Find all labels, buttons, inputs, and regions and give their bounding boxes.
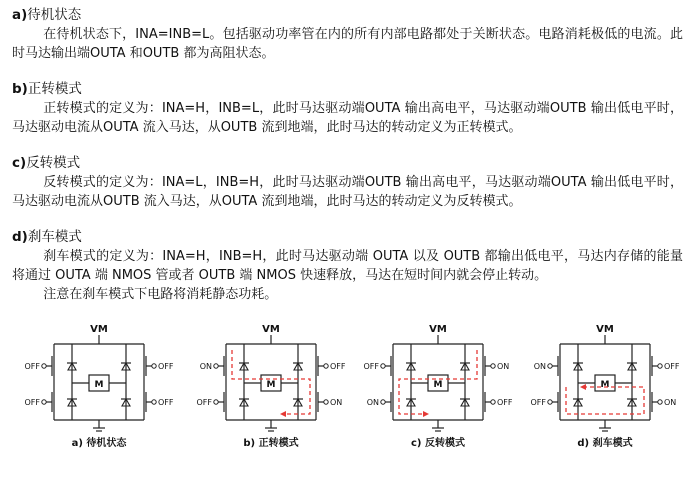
switch-state-label: OFF: [497, 398, 513, 407]
panel-caption: d) 刹车模式: [577, 438, 633, 449]
current-arrow: [580, 384, 586, 390]
high-side-left-switch: [534, 356, 583, 376]
section-title-text: 刹车模式: [27, 229, 82, 245]
switch-state-label: ON: [497, 362, 510, 371]
panel-caption: b) 正转模式: [243, 438, 299, 449]
section-letter: b): [12, 81, 28, 97]
switch-state-label: OFF: [196, 398, 212, 407]
section-title: [12, 154, 683, 173]
switch-state-label: ON: [533, 362, 546, 371]
h-bridge-panel: [531, 324, 680, 449]
high-side-right-switch: [121, 356, 174, 376]
gate-circle: [381, 364, 385, 368]
gate-circle: [381, 400, 385, 404]
section-paragraph: 刹车模式的定义为：INA=H，INB=H，此时马达驱动端 OUTA 以及 OUTB 都输出低电平，马达内存储的能量将通过 OUTA 端 NMOS 管或者 OUTB 端 NMOS 快速释放，马达在短时间内就会停止转动。: [12, 249, 683, 283]
switch-state-label: ON: [664, 398, 677, 407]
h-bridge-panel: [364, 324, 513, 449]
gate-circle: [42, 400, 46, 404]
switch-state-label: OFF: [24, 362, 40, 371]
gate-circle: [548, 400, 552, 404]
gate-circle: [658, 400, 662, 404]
section-letter: a): [12, 7, 28, 23]
gate-circle: [324, 364, 328, 368]
vm-label: VM: [429, 324, 447, 335]
panel-caption: a) 待机状态: [71, 438, 127, 449]
low-side-right-switch: [627, 392, 676, 412]
vm-label: VM: [262, 324, 280, 335]
high-side-left-switch: [25, 356, 78, 376]
switch-state-label: ON: [199, 362, 212, 371]
current-arrow: [423, 411, 429, 417]
gate-circle: [658, 364, 662, 368]
low-side-right-switch: [121, 392, 174, 412]
motor-label: M: [94, 380, 104, 390]
switch-state-label: OFF: [363, 362, 379, 371]
section-paragraph: 在待机状态下，INA=INB=L。包括驱动功率管在内的所有内部电路都处于关断状态。电路消耗极低的电流。此时马达输出端OUTA 和OUTB 都为高阻状态。: [12, 27, 683, 61]
section-title: [12, 228, 683, 247]
low-side-left-switch: [197, 392, 250, 412]
switch-state-label: OFF: [530, 398, 546, 407]
motor-label: M: [600, 380, 610, 390]
switch-state-label: OFF: [24, 398, 40, 407]
switch-state-label: OFF: [158, 362, 174, 371]
low-side-left-switch: [531, 392, 584, 412]
switch-state-label: OFF: [664, 362, 680, 371]
gate-circle: [324, 400, 328, 404]
high-side-right-switch: [460, 356, 509, 376]
low-side-left-switch: [25, 392, 78, 412]
section-title-text: 待机状态: [27, 7, 82, 23]
switch-state-label: ON: [366, 398, 379, 407]
high-side-left-switch: [200, 356, 249, 376]
section-forward: [12, 80, 683, 137]
high-side-left-switch: [364, 356, 417, 376]
high-side-right-switch: [627, 356, 680, 376]
low-side-right-switch: [460, 392, 513, 412]
motor-label: M: [433, 380, 443, 390]
gate-circle: [214, 364, 218, 368]
document-body: [12, 6, 683, 321]
gate-circle: [491, 400, 495, 404]
vm-label: VM: [596, 324, 614, 335]
section-letter: c): [12, 155, 27, 171]
low-side-left-switch: [367, 392, 416, 412]
h-bridge-panel: [25, 324, 174, 449]
gate-circle: [491, 364, 495, 368]
section-brake: [12, 228, 683, 304]
gate-circle: [548, 364, 552, 368]
motor-label: M: [266, 380, 276, 390]
gate-circle: [42, 364, 46, 368]
h-bridge-panel: [197, 324, 346, 449]
section-letter: d): [12, 229, 28, 245]
current-arrow: [280, 411, 286, 417]
section-paragraph: 正转模式的定义为：INA=H，INB=L，此时马达驱动端OUTA 输出高电平，马达驱动端OUTB 输出低电平时，马达驱动电流从OUTA 流入马达，从OUTB 流到地端，此时马达的转动定义为正转模式。: [12, 101, 683, 135]
vm-label: VM: [90, 324, 108, 335]
low-side-right-switch: [293, 392, 342, 412]
section-note: 注意在刹车模式下电路将消耗静态功耗。: [43, 287, 278, 302]
switch-state-label: OFF: [158, 398, 174, 407]
switch-state-label: ON: [330, 398, 343, 407]
section-title-text: 反转模式: [26, 155, 81, 171]
section-paragraph: 反转模式的定义为：INA=L，INB=H，此时马达驱动端OUTB 输出高电平，马达驱动端OUTA 输出低电平时，马达驱动电流从OUTB 流入马达，从OUTA 流到地端，此时马达的转动定义为反转模式。: [12, 175, 683, 209]
high-side-right-switch: [293, 356, 346, 376]
h-bridge-figure: [0, 318, 693, 475]
section-title-text: 正转模式: [27, 81, 82, 97]
gate-circle: [152, 364, 156, 368]
section-title: [12, 6, 683, 25]
h-bridge-diagrams: [0, 318, 693, 475]
section-title: [12, 80, 683, 99]
section-standby: [12, 6, 683, 63]
gate-circle: [214, 400, 218, 404]
switch-state-label: OFF: [330, 362, 346, 371]
section-reverse: [12, 154, 683, 211]
panel-caption: c) 反转模式: [411, 438, 465, 449]
gate-circle: [152, 400, 156, 404]
